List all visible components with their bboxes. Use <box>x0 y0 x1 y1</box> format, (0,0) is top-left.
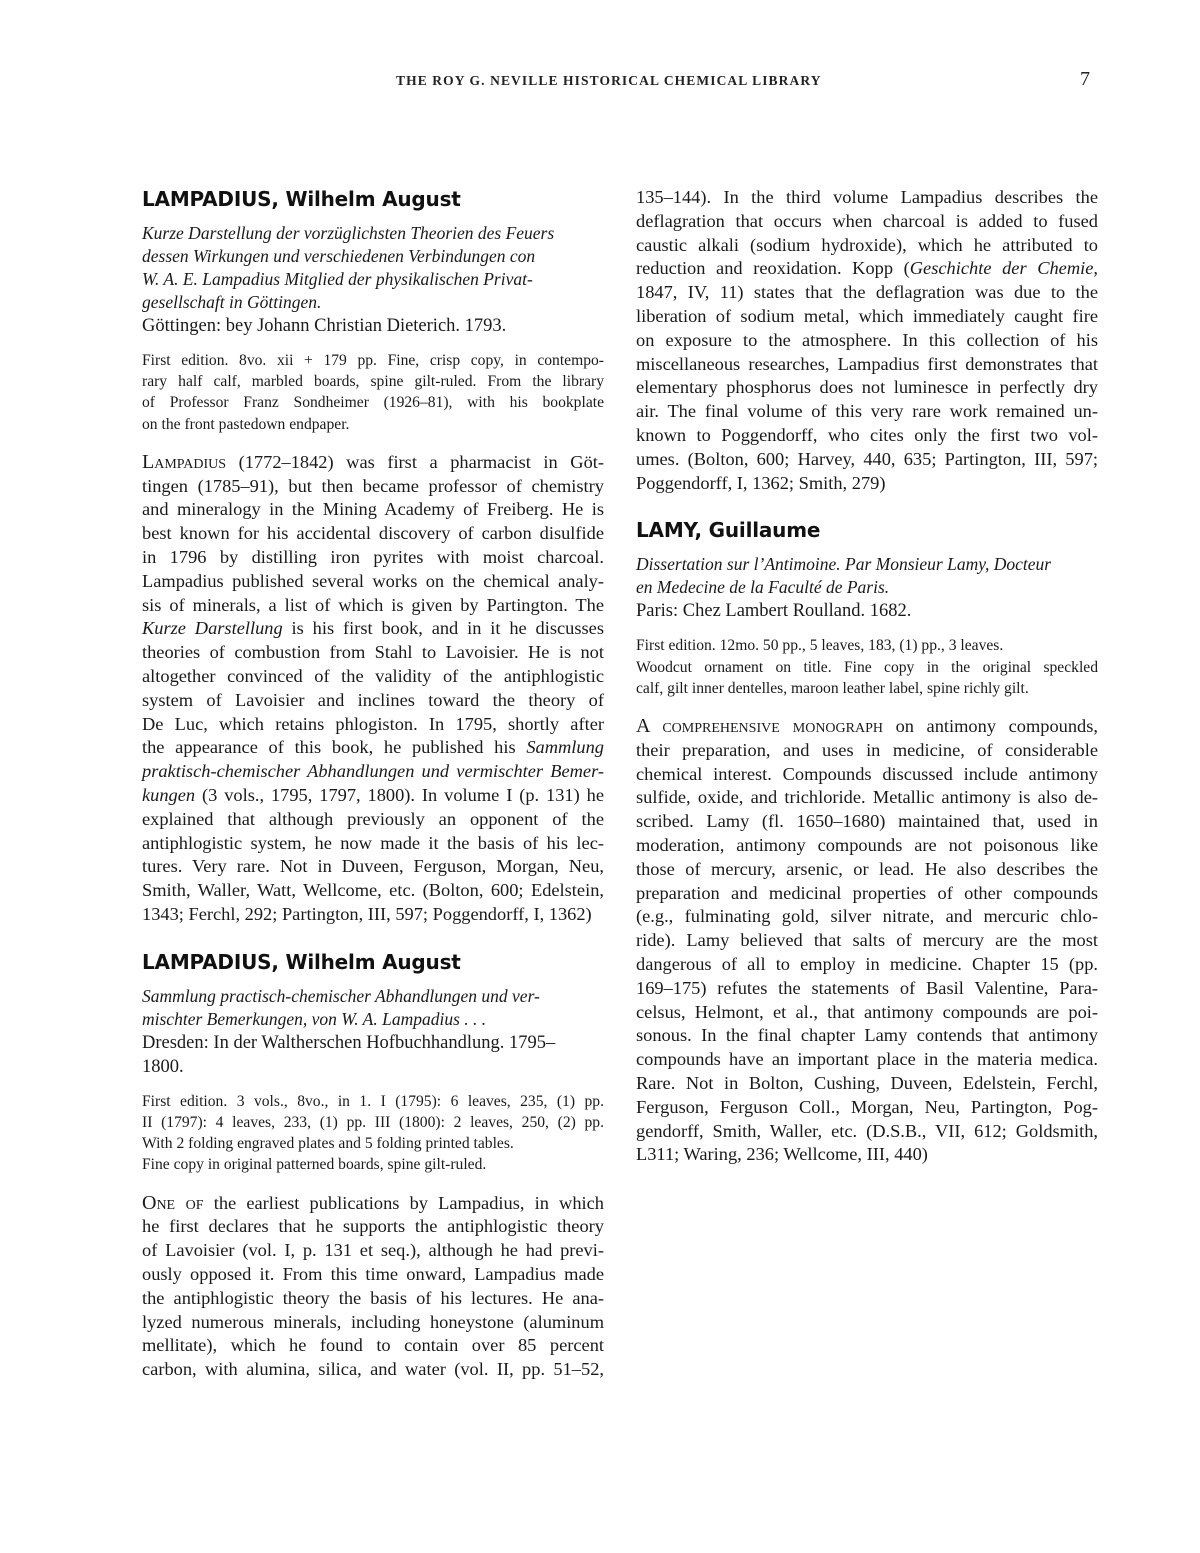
body-line: moderation, antimony compounds are not poisonous like <box>636 834 1098 855</box>
body-line: gendorff, Smith, Waller, etc. (D.S.B., VII, 612; Goldsmith, <box>636 1120 1098 1141</box>
text: reduction and reoxidation. Kopp ( <box>636 258 910 279</box>
body-line: 1343; Ferchl, 292; Partington, III, 597; Poggendorff, I, 1362) <box>142 903 592 924</box>
entry-lampadius-2 <box>142 949 604 1382</box>
collation-line: With 2 folding engraved plates and 5 folding printed tables. <box>142 1135 514 1153</box>
italic-title: Geschichte der Chemie <box>909 258 1094 279</box>
text: on antimony compounds, <box>883 715 1098 736</box>
body-line: compounds have an important place in the materia medica. <box>636 1049 1098 1070</box>
collation-line: II (1797): 4 leaves, 233, (1) pp. III (1800): 2 leaves, 250, (2) pp. <box>142 1113 604 1131</box>
entry-imprint <box>142 1031 604 1079</box>
imprint-line: 1800. <box>142 1056 184 1077</box>
body-line: dangerous of all to employ in medicine. Chapter 15 (pp. <box>636 953 1098 974</box>
entry-lamy <box>636 517 1098 1167</box>
body-line: miscellaneous researches, Lampadius first demonstrates that <box>636 353 1098 374</box>
body-line: Poggendorff, I, 1362; Smith, 279) <box>636 472 886 493</box>
collation-line: First edition. 12mo. 50 pp., 5 leaves, 183, (1) pp., 3 leaves. <box>636 637 1004 655</box>
entry-collation <box>142 350 604 435</box>
body-line: he first declares that he supports the antiphlogistic theory <box>142 1216 604 1237</box>
collation-line: calf, gilt inner dentelles, maroon leather label, spine richly gilt. <box>636 679 1029 697</box>
collation-line: of Professor Franz Sondheimer (1926–81), with his bookplate <box>142 394 604 412</box>
body-line: 169–175) refutes the statements of Basil Valentine, Para- <box>636 977 1098 998</box>
text: (1772–1842) was first a pharmacist in Göt- <box>226 451 604 472</box>
body-line: sulfide, oxide, and trichloride. Metallic antimony is also de- <box>636 787 1098 808</box>
collation-line: First edition. 3 vols., 8vo., in 1. I (1795): 6 leaves, 235, (1) pp. <box>142 1092 604 1110</box>
body-line: elementary phosphorus does not luminesce in perfectly dry <box>636 377 1098 398</box>
body-line: explained that although previously an opponent of the <box>142 808 604 829</box>
text: (3 vols., 1795, 1797, 1800). In volume I (p. 131) he <box>195 784 604 805</box>
body-line: tures. Very rare. Not in Duveen, Ferguson, Morgan, Neu, <box>142 856 604 877</box>
body-line: (e.g., fulminating gold, silver nitrate, and mercuric chlo- <box>636 906 1098 927</box>
imprint-line: Göttingen: bey Johann Christian Dieterich. 1793. <box>142 316 507 336</box>
entry-commentary-continued <box>636 186 1098 495</box>
body-line: 135–144). In the third volume Lampadius describes the <box>636 187 1098 207</box>
entry-title <box>636 553 1098 599</box>
body-line: altogether convinced of the validity of the antiphlogistic <box>142 665 604 686</box>
body-line: those of mercury, arsenic, or lead. He also describes the <box>636 858 1098 879</box>
entry-title <box>142 985 604 1031</box>
collation-line: on the front pastedown endpaper. <box>142 415 350 433</box>
right-column <box>636 186 1098 1167</box>
title-line: en Medecine de la Faculté de Paris. <box>636 577 890 598</box>
body-line: Smith, Waller, Watt, Wellcome, etc. (Bolton, 600; Edelstein, <box>142 880 604 901</box>
body-line: Lampadius published several works on the chemical analy- <box>142 570 604 591</box>
body-line: liberation of sodium metal, which immediately caught fire <box>636 305 1098 326</box>
collation-line: First edition. 8vo. xii + 179 pp. Fine, crisp copy, in contempo- <box>142 352 604 369</box>
title-line: Kurze Darstellung der vorzüglichsten Theorien des Feuers <box>142 223 555 243</box>
entry-commentary <box>636 715 1098 1167</box>
body-line: ously opposed it. From this time onward, Lampadius made <box>142 1263 604 1284</box>
body-line: system of Lavoisier and inclines toward the theory of <box>142 689 604 710</box>
page-number: 7 <box>1080 68 1090 90</box>
body-line: chemical interest. Compounds discussed include antimony <box>636 763 1098 784</box>
entry-heading: LAMPADIUS, Wilhelm August <box>142 949 461 974</box>
title-line: Dissertation sur l’Antimoine. Par Monsieur Lamy, Docteur <box>636 554 1052 575</box>
entry-imprint <box>142 314 604 338</box>
text: the earliest publications by Lampadius, in which <box>203 1192 604 1213</box>
body-line: De Luc, which retains phlogiston. In 1795, shortly after <box>142 713 604 734</box>
text: is his first book, and in it he discusses <box>282 618 605 639</box>
body-line: preparation and medicinal properties of other compounds <box>636 882 1098 903</box>
body-line: Ferguson, Ferguson Coll., Morgan, Neu, Partington, Pog- <box>636 1096 1098 1117</box>
text: , <box>1093 258 1098 279</box>
body-line: tingen (1785–91), but then became professor of chemistry <box>142 475 604 496</box>
entry-commentary <box>142 1192 604 1382</box>
collation-line: Woodcut ornament on title. Fine copy in the original speckled <box>636 658 1098 676</box>
lead-in: A comprehensive monograph <box>636 714 883 737</box>
running-head: THE ROY G. NEVILLE HISTORICAL CHEMICAL LIBRARY <box>396 73 822 88</box>
entry-commentary <box>142 451 604 927</box>
body-line: sonous. In the final chapter Lamy contends that antimony <box>636 1025 1098 1046</box>
entry-title <box>142 222 604 314</box>
text: the appearance of this book, he published his <box>142 737 527 758</box>
body-line: 1847, IV, 11) states that the deflagration was due to the <box>636 282 1098 303</box>
collation-line: Fine copy in original patterned boards, spine gilt-ruled. <box>142 1156 487 1174</box>
entry-collation <box>142 1091 604 1176</box>
entry-lampadius-1 <box>142 186 604 927</box>
body-line: of Lavoisier (vol. I, p. 131 et seq.), although he had previ- <box>142 1240 604 1261</box>
title-line: W. A. E. Lampadius Mitglied der physikalischen Privat- <box>142 269 533 289</box>
body-line: on exposure to the atmosphere. In this collection of his <box>636 329 1098 350</box>
entry-collation <box>636 635 1098 699</box>
body-line: sis of minerals, a list of which is given by Partington. The <box>142 594 604 615</box>
lead-in: One of <box>142 1191 204 1214</box>
title-line: dessen Wirkungen und verschiedenen Verbindungen con <box>142 246 536 266</box>
body-line: air. The final volume of this very rare work remained un- <box>636 401 1098 422</box>
body-line: caustic alkali (sodium hydroxide), which he attributed to <box>636 234 1098 255</box>
body-line: scribed. Lamy (fl. 1650–1680) maintained that, used in <box>636 811 1098 832</box>
lead-in: Lampadius <box>142 450 227 473</box>
body-line: their preparation, and uses in medicine, of considerable <box>636 739 1098 760</box>
title-line: mischter Bemerkungen, von W. A. Lampadius . . . <box>142 1008 487 1029</box>
left-column <box>142 186 604 1382</box>
body-line: ride). Lamy believed that salts of mercury are the most <box>636 930 1098 951</box>
body-line: L311; Waring, 236; Wellcome, III, 440) <box>636 1144 928 1165</box>
body-line: mellitate), which he found to contain over 85 percent <box>142 1335 604 1356</box>
body-line: carbon, with alumina, silica, and water (vol. II, pp. 51–52, <box>142 1359 604 1380</box>
imprint-line: Paris: Chez Lambert Roulland. 1682. <box>636 601 912 622</box>
entry-heading: LAMPADIUS, Wilhelm August <box>142 187 461 211</box>
body-line: antiphlogistic system, he now made it the basis of his lec- <box>142 832 604 853</box>
body-line: theories of combustion from Stahl to Lavoisier. He is not <box>142 642 604 663</box>
body-line: umes. (Bolton, 600; Harvey, 440, 635; Partington, III, 597; <box>636 448 1098 469</box>
body-line: Rare. Not in Bolton, Cushing, Duveen, Edelstein, Ferchl, <box>636 1072 1098 1093</box>
body-line: and mineralogy in the Mining Academy of Freiberg. He is <box>142 499 604 520</box>
body-line: in 1796 by distilling iron pyrites with moist charcoal. <box>142 547 604 567</box>
entry-heading: LAMY, Guillaume <box>636 518 821 543</box>
imprint-line: Dresden: In der Waltherschen Hofbuchhandlung. 1795– <box>142 1032 556 1053</box>
body-line: the antiphlogistic theory the basis of his lectures. He ana- <box>142 1287 604 1308</box>
body-line: lyzed numerous minerals, including honeystone (aluminum <box>142 1311 604 1332</box>
body-line: deflagration that occurs when charcoal is added to fused <box>636 210 1098 231</box>
title-line: Sammlung practisch-chemischer Abhandlungen und ver- <box>142 985 540 1006</box>
body-line: known to Poggendorff, who cites only the first two vol- <box>636 424 1098 445</box>
collation-line: rary half calf, marbled boards, spine gilt-ruled. From the library <box>142 373 604 391</box>
entry-imprint <box>636 599 1098 623</box>
italic-title: kungen <box>142 784 196 805</box>
italic-title: Kurze Darstellung <box>142 618 283 639</box>
italic-title: Sammlung <box>526 737 604 758</box>
body-line: best known for his accidental discovery of carbon disulfide <box>142 523 604 544</box>
body-line: praktisch-chemischer Abhandlungen und vermischter Bemer- <box>142 761 604 782</box>
title-line: gesellschaft in Göttingen. <box>142 292 322 312</box>
body-line: celsus, Helmont, et al., that antimony compounds are poi- <box>636 1001 1098 1022</box>
